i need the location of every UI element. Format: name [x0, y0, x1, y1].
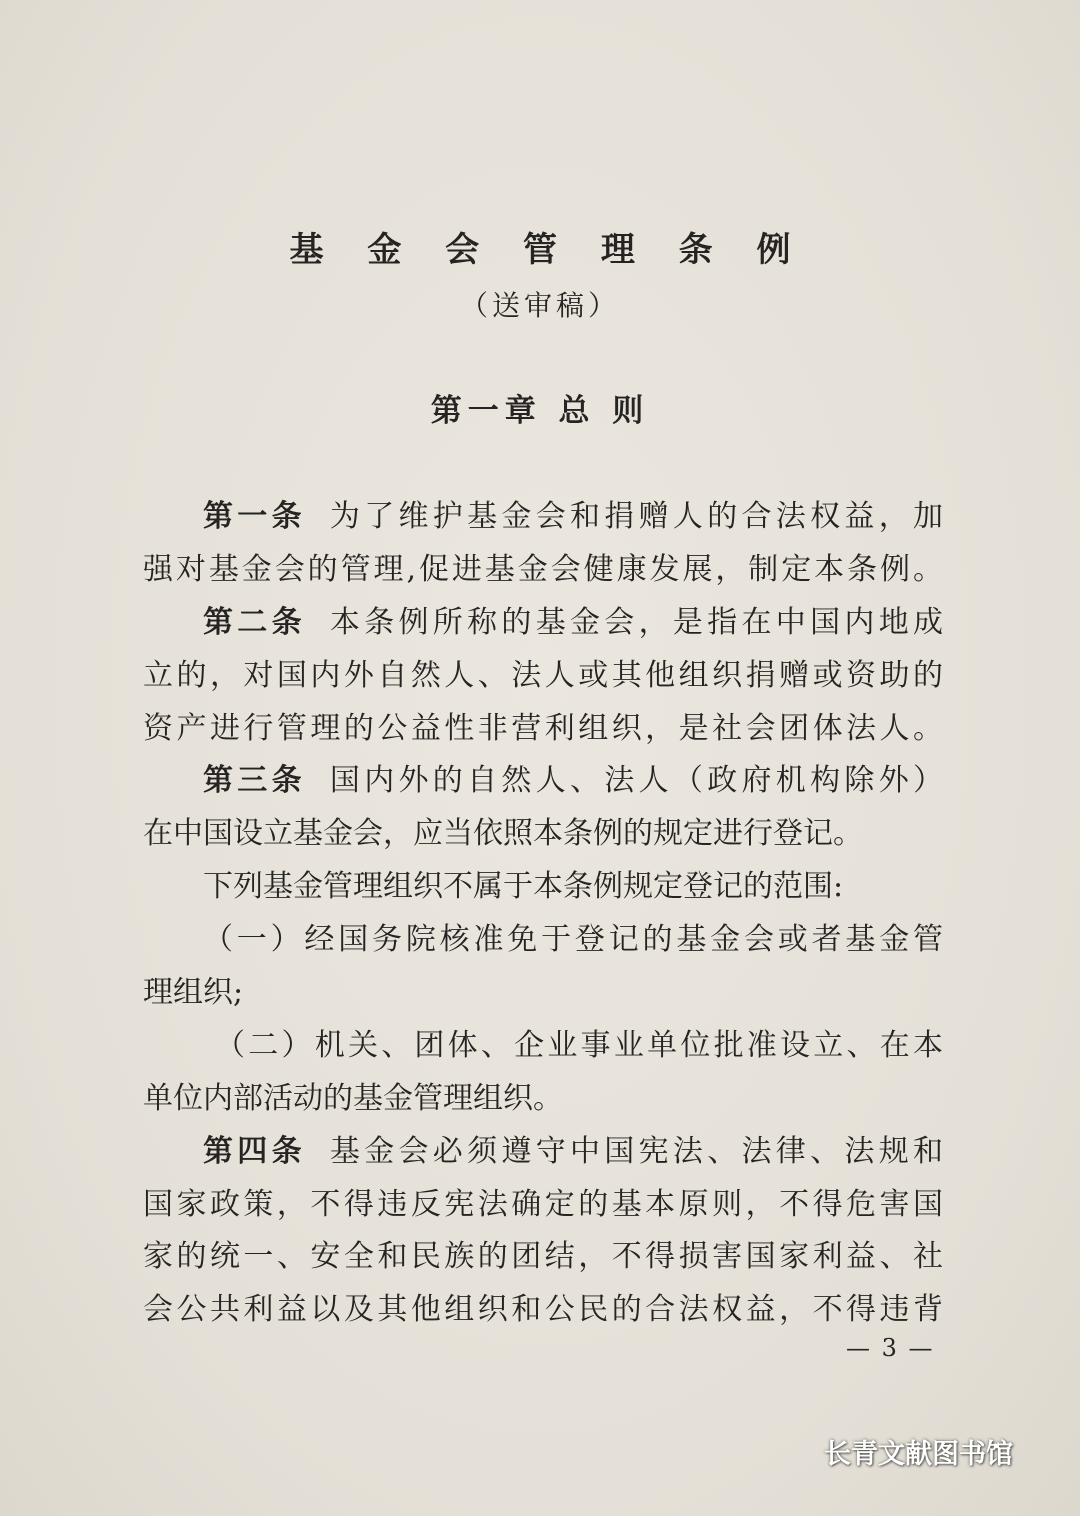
text-line	[143, 650, 943, 703]
line-text: 单位内部活动的基金管理组织。	[143, 1080, 563, 1116]
line-text: 家的统一、安全和民族的团结，不得损害国家利益、社	[143, 1239, 943, 1275]
document-title: 基 金 会 管 理 条 例	[289, 230, 807, 270]
article-label: 第一条	[203, 499, 306, 534]
text-line	[143, 544, 943, 597]
line-text: 下列基金管理组织不属于本条例规定登记的范围:	[203, 869, 844, 905]
article-label: 第四条	[203, 1133, 306, 1169]
text-line	[143, 491, 943, 544]
watermark: 长青文献图书馆	[824, 1439, 1013, 1470]
text-line	[143, 967, 943, 1020]
article-label: 第三条	[203, 763, 306, 799]
article-label: 第二条	[203, 604, 306, 640]
text-line	[143, 703, 943, 756]
text-line	[143, 914, 943, 967]
line-text: 会公共利益以及其他组织和公民的合法权益，不得违背	[143, 1292, 943, 1328]
line-text: 为了维护基金会和捐赠人的合法权益，加	[329, 499, 944, 534]
document-subtitle: （送审稿）	[459, 289, 620, 322]
line-text: 强对基金会的管理,促进基金会健康发展，制定本条例。	[143, 551, 943, 587]
line-text: 基金会必须遵守中国宪法、法律、法规和	[329, 1133, 944, 1169]
line-text: 立的，对国内外自然人、法人或其他组织捐赠或资助的	[143, 657, 943, 693]
text-line	[143, 1020, 943, 1073]
text-line	[143, 755, 943, 808]
line-text: 国家政策，不得违反宪法确定的基本原则，不得危害国	[143, 1186, 943, 1222]
text-line	[143, 1179, 943, 1232]
text-line	[143, 1073, 943, 1126]
document-body	[143, 491, 943, 1337]
line-text: 国内外的自然人、法人（政府机构除外）	[329, 763, 944, 799]
text-line	[143, 1126, 943, 1179]
line-text: 资产进行管理的公益性非营利组织，是社会团体法人。	[143, 710, 943, 746]
line-text: （二）机关、团体、企业事业单位批准设立、在本	[215, 1027, 943, 1063]
chapter-heading: 第一章 总 则	[430, 393, 650, 429]
line-text: 理组织;	[143, 975, 244, 1011]
page-number: — 3 —	[846, 1334, 935, 1362]
text-line	[143, 861, 943, 914]
text-line	[143, 808, 943, 861]
line-text: （一）经国务院核准免于登记的基金会或者基金管	[203, 922, 943, 958]
text-line	[143, 1284, 943, 1337]
line-text: 在中国设立基金会，应当依照本条例的规定进行登记。	[143, 816, 863, 852]
text-line	[143, 597, 943, 650]
text-line	[143, 1231, 943, 1284]
line-text: 本条例所称的基金会，是指在中国内地成	[329, 604, 944, 640]
